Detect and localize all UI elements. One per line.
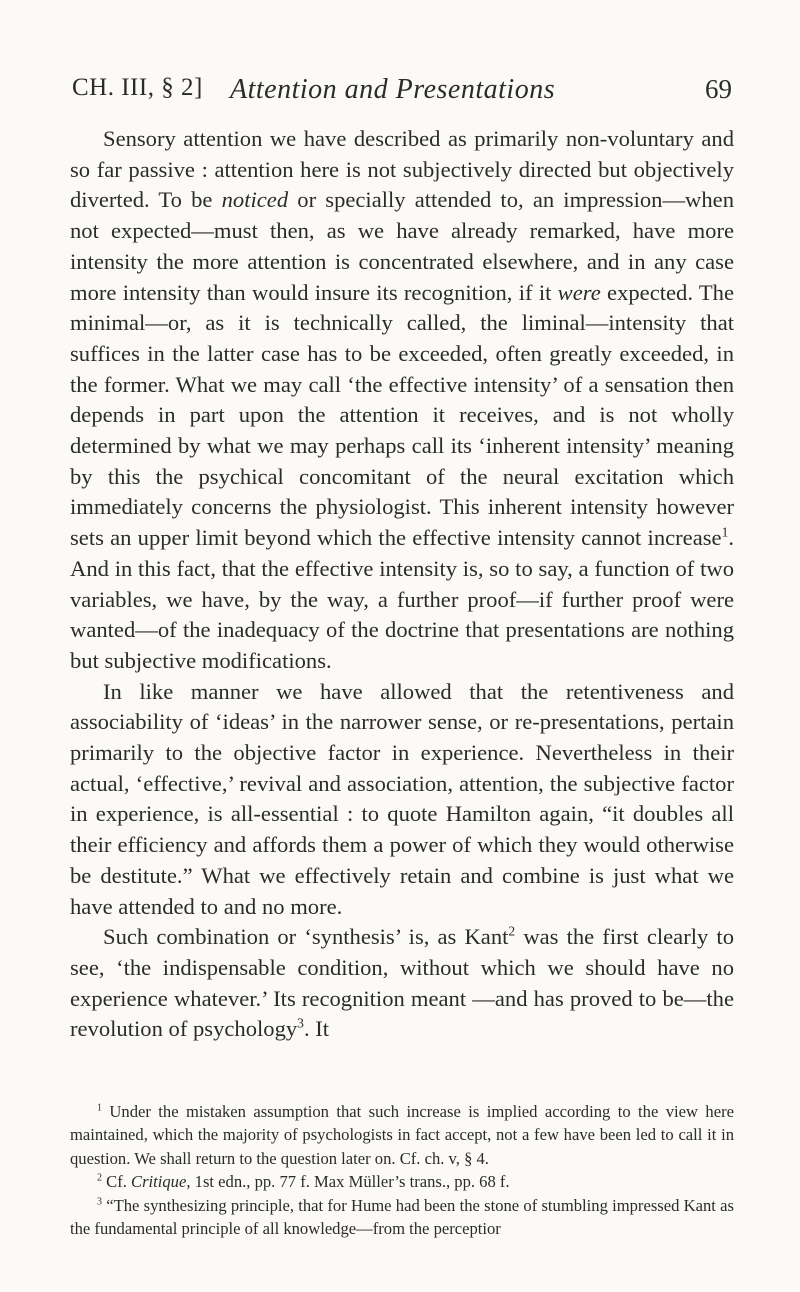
paragraph: Such combination or ‘synthesis’ is, as Kant$^2$ was the first clearly to see, ‘the indispensable condition, without which we should have no experience whatever.’ Its recognition meant —and has proved to be—the revolution of psychology$^3$. It: [70, 923, 734, 1042]
footnote: $^3$ “The synthesizing principle, that for Hume had been the stone of stumbling impressed Kant as the fundamental principle of all knowledge—from the perceptior: [70, 1195, 734, 1239]
paragraph: In like manner we have allowed that the retentiveness and associability of ‘ideas’ in the narrower sense, or re-presentations, pertain primarily to the objective factor in experience. Nevertheless in their actual, ‘effective,’ revival and association, attention, the subjective factor in experience, is all-essential : to quote Hamilton again, “it doubles all their efficiency and affords them a power of which they would otherwise be destitute.” What we effectively retain and combine is just what we have attended to and no more.: [70, 678, 734, 919]
footnote-ref: 3: [297, 1015, 304, 1031]
footnote: $^2$ Cf. Critique, 1st edn., pp. 77 f. Max Müller’s trans., pp. 68 f.: [97, 1172, 510, 1192]
body-text: [70, 124, 734, 1045]
footnote-mark: 1: [97, 1102, 102, 1114]
footnotes: [70, 1100, 734, 1240]
chapter-section-label: CH. III, § 2]: [72, 74, 203, 101]
paragraph: Sensory attention we have described as primarily non-voluntary and so far passive : attention here is not subjectively directed but objectively diverted. To be noticed or specially attended to, an impression—when not expected—must then, as we have already remarked, have more intensity the more attention is concentrated elsewhere, and in any case more intensity than would insure its recognition, if it were expected. The minimal—or, as it is technically called, the liminal—intensity that suffices in the latter case has to be exceeded, often greatly exceeded, in the former. What we may call ‘the effective intensity’ of a sensation then depends in part upon the attention it receives, and is not wholly determined by what we may perhaps call its ‘inherent intensity’ meaning by this the psychical concomitant of the neural excitation which immediately concerns the physiologist. This inherent intensity however sets an upper limit beyond which the effective intensity cannot increase$^1$. And in this fact, that the effective intensity is, so to say, a function of two variables, we have, by the way, a further proof—if further proof were wanted—of the inadequacy of the doctrine that presentations are nothing but subjective modifications.: [70, 126, 734, 673]
footnote: $^1$ Under the mistaken assumption that such increase is implied according to the view here maintained, which the majority of psychologists in fact accept, not a few have been led to call it in question. We shall return to the question later on. Cf. ch. v, § 4.: [70, 1102, 734, 1168]
page-number: 69: [705, 74, 732, 104]
running-header: [72, 74, 732, 114]
footnote-ref: 2: [508, 923, 516, 939]
footnote-mark: 2: [97, 1172, 102, 1184]
footnote-mark: 3: [97, 1196, 102, 1208]
running-title: Attention and Presentations: [230, 74, 556, 105]
footnote-ref: 1: [721, 524, 729, 540]
